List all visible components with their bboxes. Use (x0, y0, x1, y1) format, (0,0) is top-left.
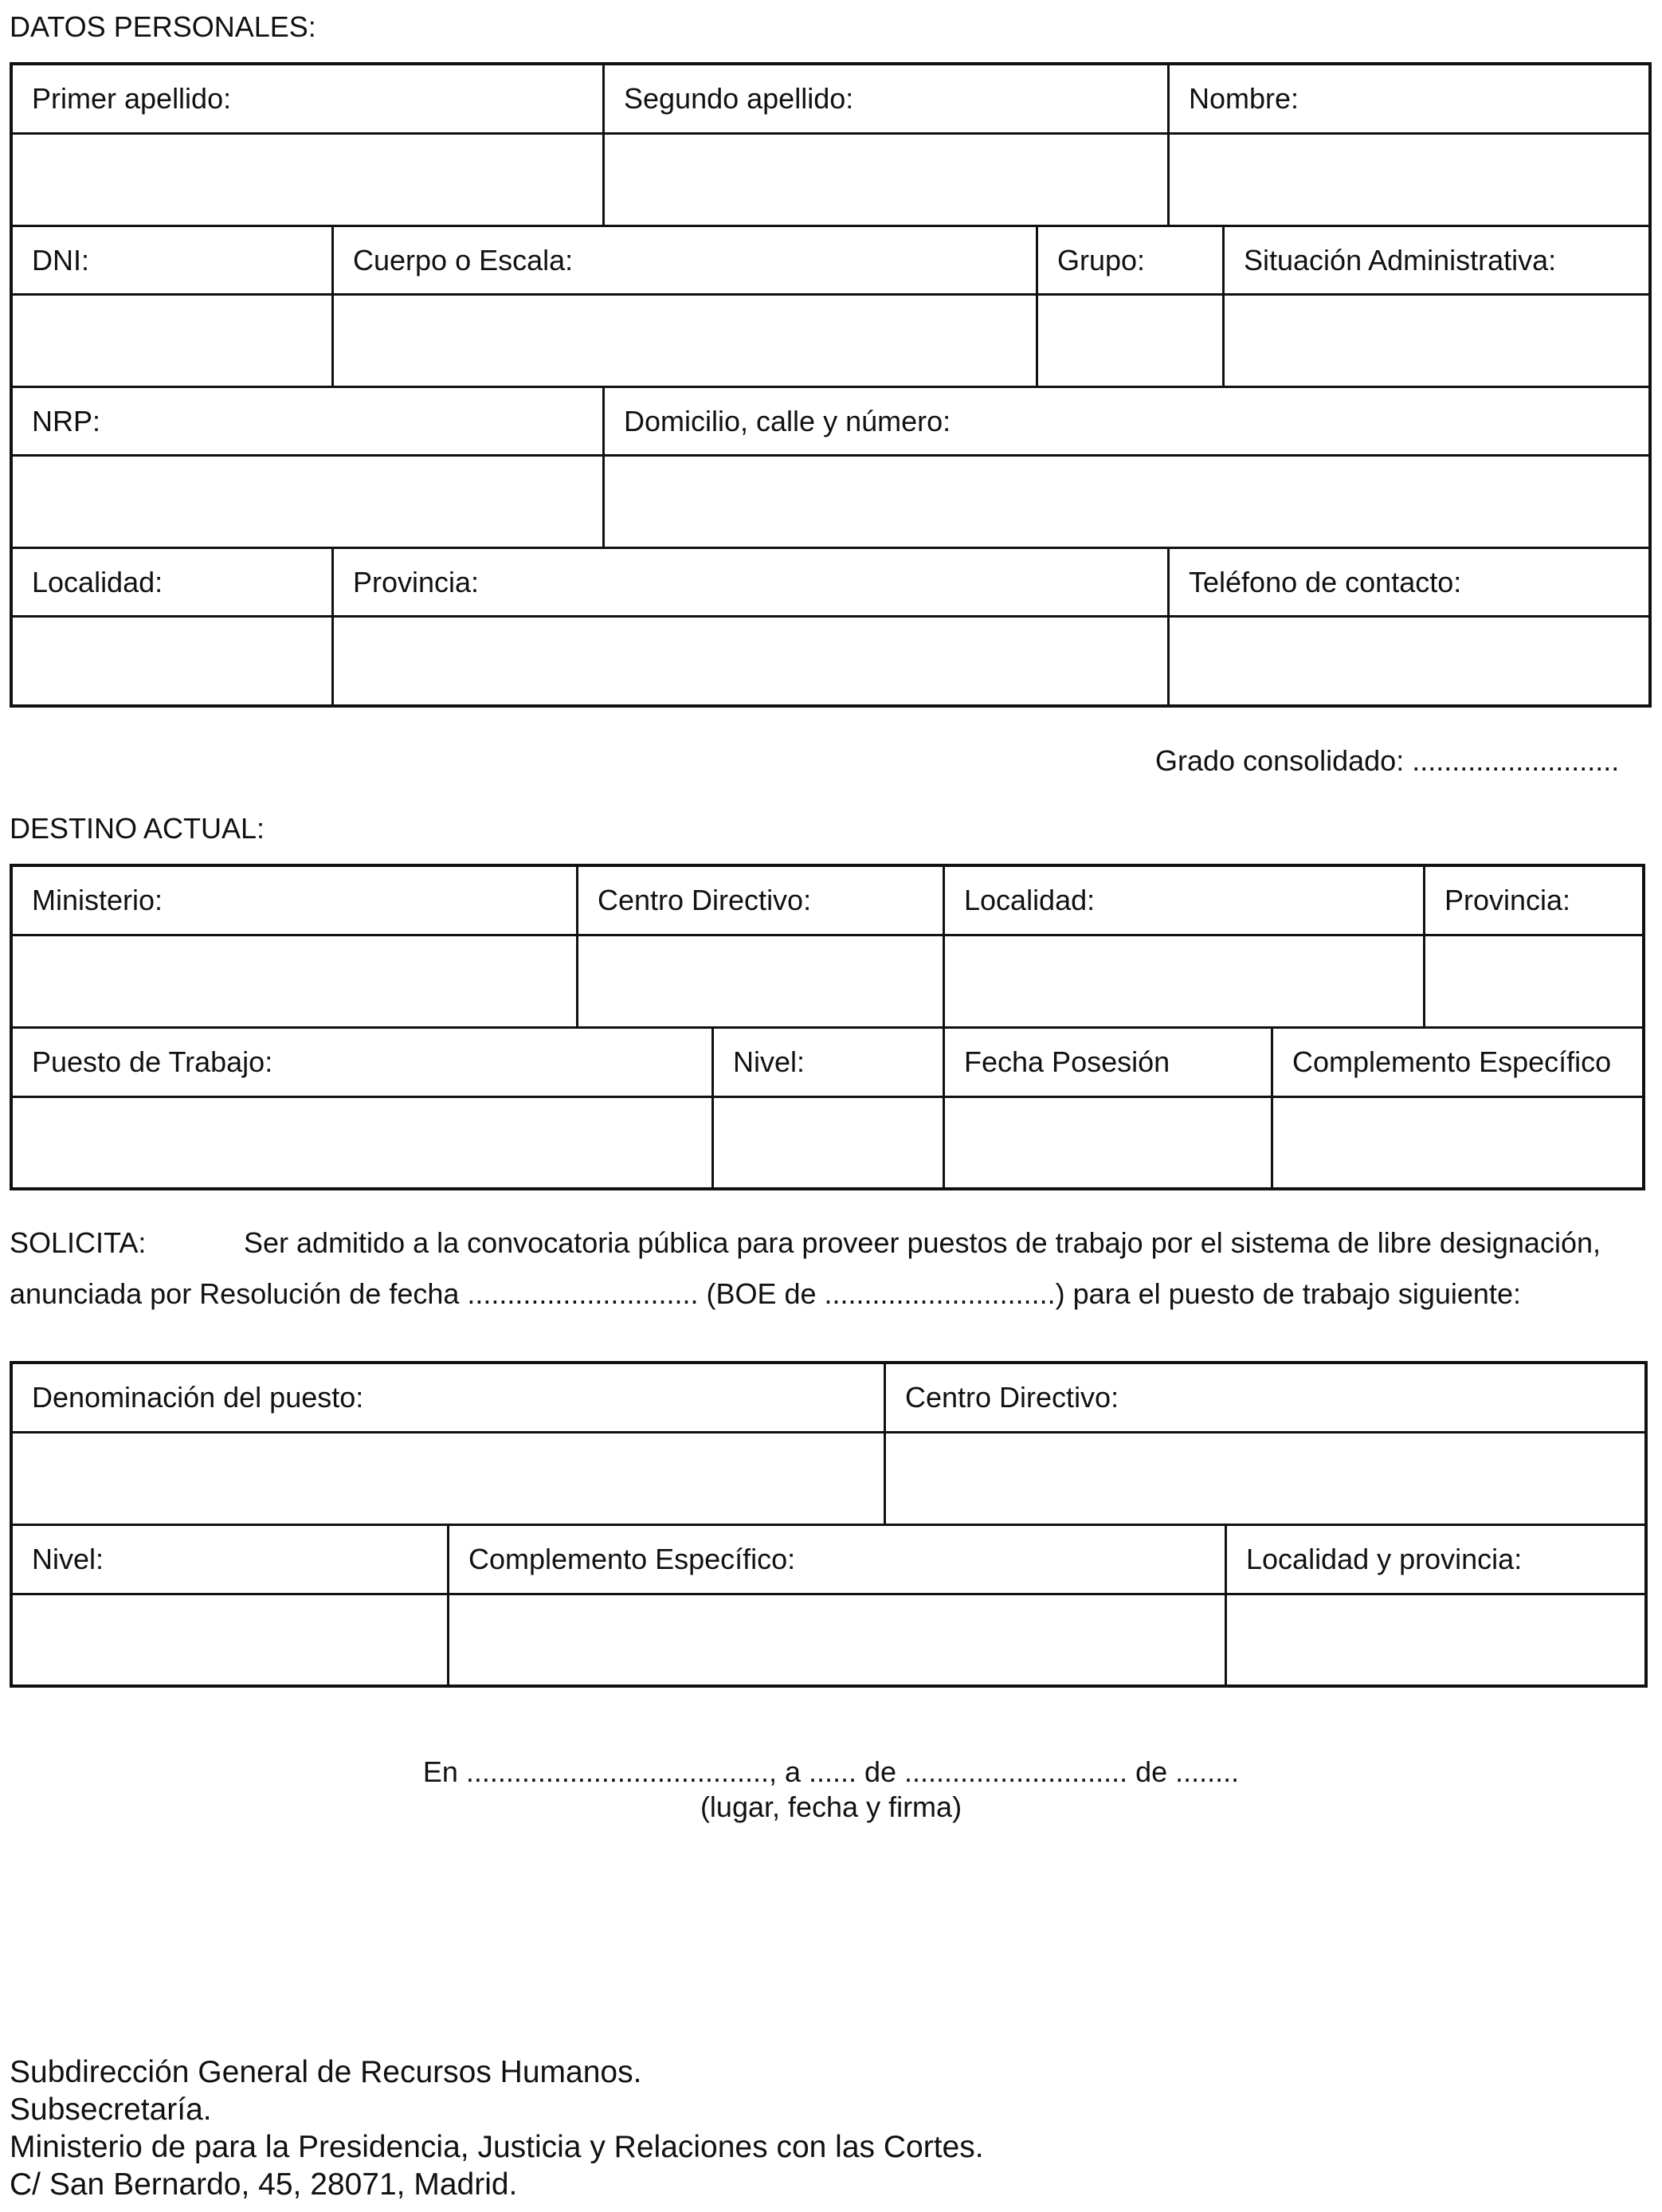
label-cell-primer-apellido (13, 65, 605, 132)
solicita-line1: Ser admitido a la convocatoria pública para proveer puestos de trabajo por el sistema de libre designación, (244, 1226, 1601, 1259)
puesto-nivel-field[interactable] (13, 1595, 447, 1684)
dni-field[interactable] (13, 296, 331, 386)
centro-directivo-field[interactable] (578, 936, 943, 1026)
grupo-label: Grupo: (1057, 244, 1146, 276)
dni-label: DNI: (32, 244, 89, 276)
destino-table (10, 864, 1645, 1190)
centro-directivo-label: Centro Directivo: (598, 884, 812, 916)
puesto-centro-label: Centro Directivo: (905, 1381, 1119, 1414)
primer-apellido-field[interactable] (13, 135, 602, 225)
provincia-field[interactable] (334, 618, 1167, 704)
grupo-field[interactable] (1038, 296, 1222, 386)
address-line-3: Ministerio de para la Presidencia, Justicia y Relaciones con las Cortes. (10, 2130, 984, 2164)
fecha-posesion-label: Fecha Posesión (964, 1045, 1170, 1078)
puesto-solicitado-table (10, 1361, 1648, 1688)
situacion-label: Situación Administrativa: (1244, 244, 1557, 276)
nrp-label: NRP: (32, 405, 101, 437)
localidad-field[interactable] (13, 618, 331, 704)
label-cell-nombre (1170, 65, 1648, 132)
nombre-field[interactable] (1170, 135, 1648, 225)
destino-localidad-label: Localidad: (964, 884, 1096, 916)
destino-complemento-field[interactable] (1273, 1098, 1642, 1187)
telefono-label: Teléfono de contacto: (1189, 566, 1462, 598)
solicita-line2: anunciada por Resolución de fecha ............................. (BOE de .............................) para el puesto de trabajo siguiente: (10, 1277, 1521, 1310)
nrp-field[interactable] (13, 457, 602, 547)
telefono-field[interactable] (1170, 618, 1648, 704)
grado-consolidado: Grado consolidado: .......................... (1155, 744, 1620, 777)
provincia-label: Provincia: (353, 566, 480, 598)
domicilio-label: Domicilio, calle y número: (624, 405, 951, 437)
puesto-trabajo-field[interactable] (13, 1098, 711, 1187)
localidad-label: Localidad: (32, 566, 163, 598)
nombre-label: Nombre: (1189, 82, 1299, 115)
personal-data-table (10, 62, 1652, 708)
segundo-apellido-field[interactable] (605, 135, 1167, 225)
cuerpo-field[interactable] (334, 296, 1036, 386)
ministerio-field[interactable] (13, 936, 576, 1026)
destino-provincia-label: Provincia: (1444, 884, 1571, 916)
ministerio-label: Ministerio: (32, 884, 163, 916)
destino-complemento-label: Complemento Específico (1292, 1045, 1612, 1078)
section-title-destino: DESTINO ACTUAL: (10, 812, 265, 845)
address-line-1: Subdirección General de Recursos Humanos. (10, 2055, 642, 2089)
address-line-4: C/ San Bernardo, 45, 28071, Madrid. (10, 2167, 518, 2202)
puesto-centro-field[interactable] (886, 1433, 1644, 1524)
fecha-posesion-field[interactable] (945, 1098, 1271, 1187)
destino-nivel-field[interactable] (714, 1098, 943, 1187)
destino-nivel-label: Nivel: (733, 1045, 806, 1078)
cuerpo-label: Cuerpo o Escala: (353, 244, 574, 276)
section-title-personal: DATOS PERSONALES: (10, 10, 316, 43)
solicita-label: SOLICITA: (10, 1226, 147, 1259)
puesto-localidad-label: Localidad y provincia: (1246, 1543, 1523, 1575)
denominacion-field[interactable] (13, 1433, 884, 1524)
firma-caption: (lugar, fecha y firma) (700, 1790, 962, 1823)
puesto-complemento-label: Complemento Específico: (468, 1543, 796, 1575)
domicilio-field[interactable] (605, 457, 1648, 547)
puesto-nivel-label: Nivel: (32, 1543, 104, 1575)
address-line-2: Subsecretaría. (10, 2092, 212, 2127)
puesto-localidad-field[interactable] (1227, 1595, 1644, 1684)
segundo-apellido-label: Segundo apellido: (624, 82, 854, 115)
primer-apellido-label: Primer apellido: (32, 82, 232, 115)
puesto-trabajo-label: Puesto de Trabajo: (32, 1045, 273, 1078)
label-cell-segundo-apellido (605, 65, 1170, 132)
destino-localidad-field[interactable] (945, 936, 1423, 1026)
firma-line: En ......................................, a ...... de ............................ de ........ (422, 1755, 1240, 1788)
situacion-field[interactable] (1225, 296, 1648, 386)
denominacion-label: Denominación del puesto: (32, 1381, 364, 1414)
destino-provincia-field[interactable] (1425, 936, 1642, 1026)
puesto-complemento-field[interactable] (449, 1595, 1225, 1684)
